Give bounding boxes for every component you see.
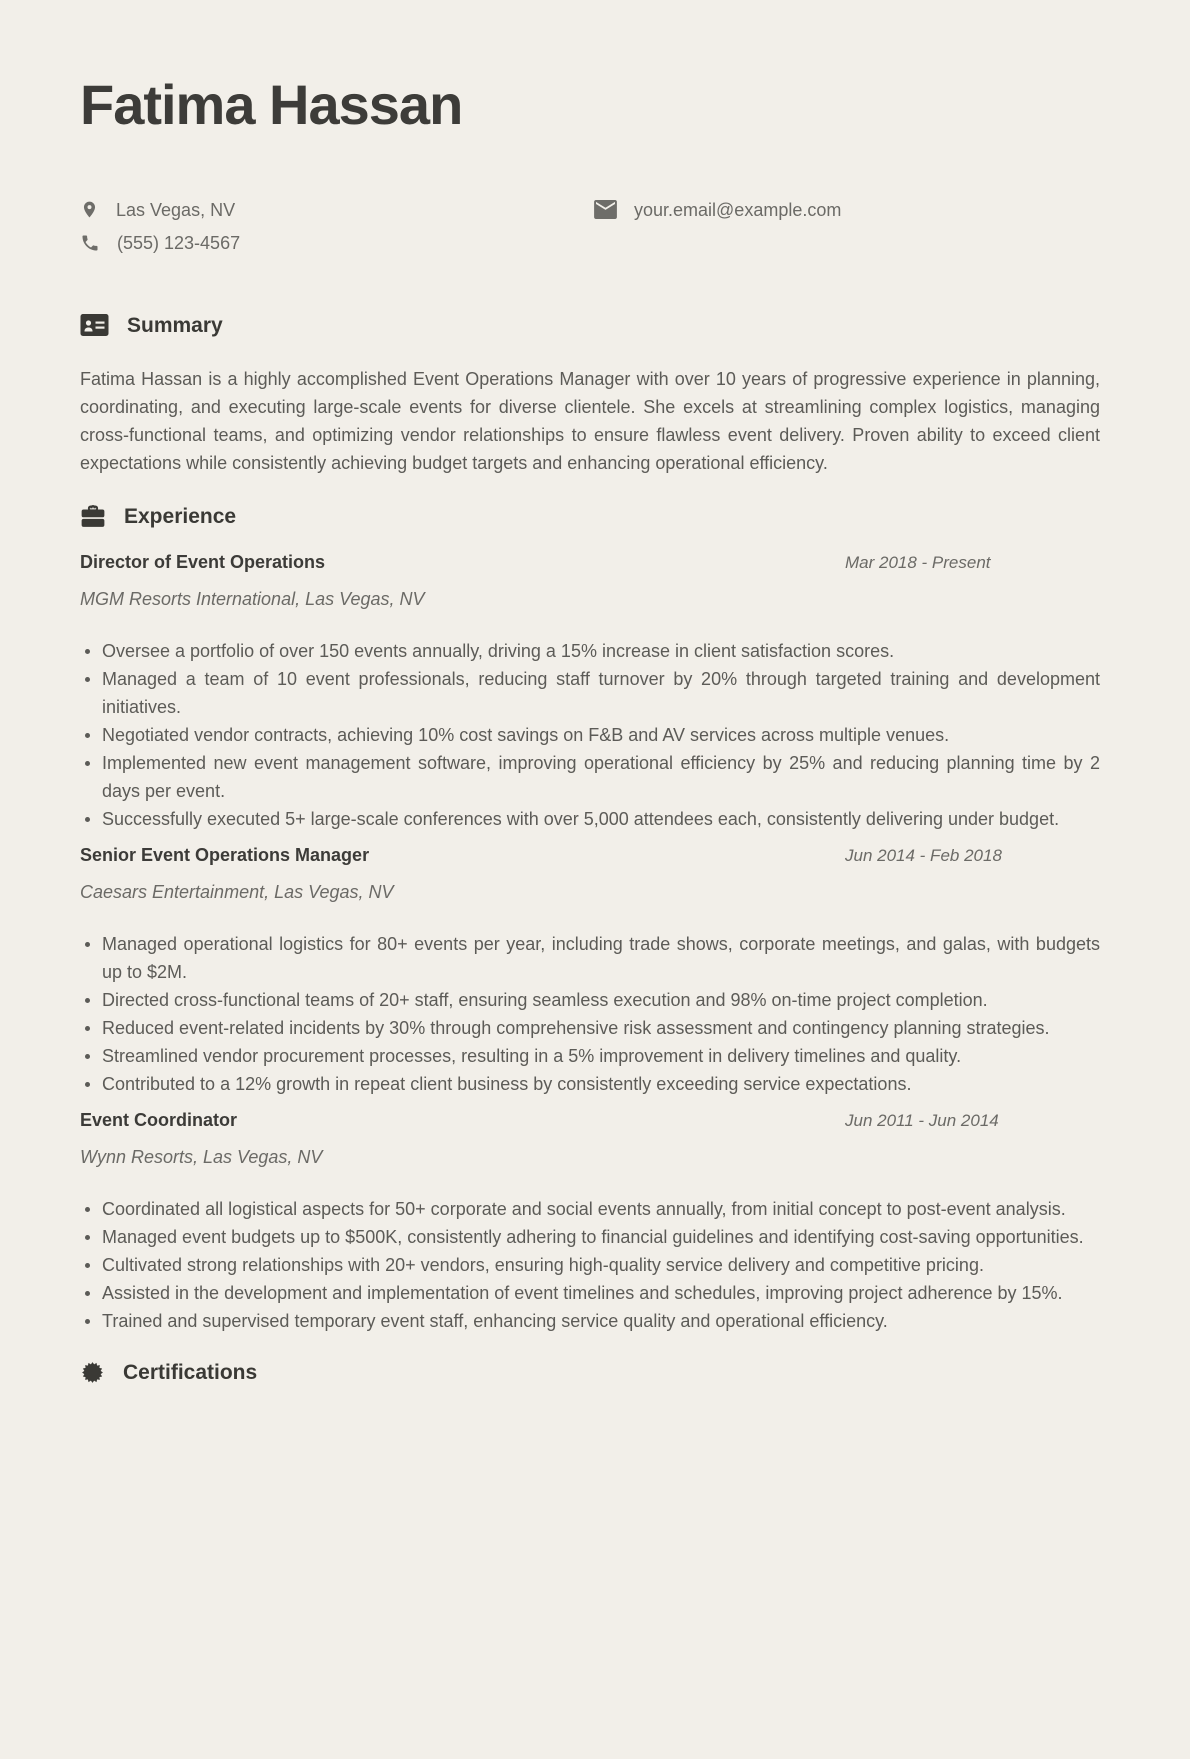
summary-section: [80, 312, 1100, 477]
phone-text: (555) 123-4567: [117, 232, 241, 253]
bullet-item: [80, 665, 1100, 721]
bullet-item: [80, 1014, 1100, 1042]
bullet-dot-icon: [85, 1054, 90, 1059]
bullet-item: [80, 721, 1100, 749]
contact-location: [80, 197, 594, 223]
contact-phone: [80, 230, 594, 256]
bullet-dot-icon: [85, 1235, 90, 1240]
contact-info: [80, 197, 1100, 256]
certifications-section-header: [80, 1359, 1100, 1386]
bullet-dot-icon: [85, 1082, 90, 1087]
contact-email: [594, 197, 1100, 223]
bullet-text: Cultivated strong relationships with 20+ vendors, ensuring high-quality service delivery and competitive pricing.: [102, 1254, 984, 1275]
location-text: Las Vegas, NV: [116, 199, 236, 220]
bullet-item: [80, 1223, 1100, 1251]
id-card-icon: [80, 313, 109, 337]
bullet-item: [80, 637, 1100, 665]
bullet-item: [80, 1251, 1100, 1279]
job-company: Caesars Entertainment, Las Vegas, NV: [80, 881, 394, 902]
summary-text: Fatima Hassan is a highly accomplished Event Operations Manager with over 10 years of progressive experience in planning, coordinating, and executing large-scale events for diverse clientele. She excels at streamlining complex logistics, managing cross-functional teams, and optimizing vendor relationships to ensure flawless event delivery. Proven ability to exceed client expectations while consistently achieving budget targets and enhancing operational efficiency.: [80, 368, 1100, 473]
bullet-text: Successfully executed 5+ large-scale conferences with over 5,000 attendees each, consistently delivering under budget.: [102, 808, 1060, 829]
job-dates: Jun 2011 - Jun 2014: [845, 1110, 999, 1130]
bullet-dot-icon: [85, 1263, 90, 1268]
job-header: [80, 550, 1100, 575]
phone-icon: [80, 233, 100, 253]
bullet-text: Directed cross-functional teams of 20+ staff, ensuring seamless execution and 98% on-time project completion.: [102, 989, 988, 1010]
bullet-text: Managed a team of 10 event professionals, reducing staff turnover by 20% through targeted training and development initiatives.: [102, 668, 1100, 717]
bullet-text: Trained and supervised temporary event staff, enhancing service quality and operational efficiency.: [102, 1310, 888, 1331]
envelope-icon: [594, 200, 617, 219]
briefcase-icon: [80, 503, 106, 529]
bullet-text: Coordinated all logistical aspects for 50+ corporate and social events annually, from initial concept to post-event analysis.: [102, 1198, 1066, 1219]
job-company: MGM Resorts International, Las Vegas, NV: [80, 588, 425, 609]
job-company: Wynn Resorts, Las Vegas, NV: [80, 1146, 323, 1167]
experience-section-header: [80, 503, 1100, 530]
experience-section: [80, 503, 1100, 1335]
bullet-dot-icon: [85, 1319, 90, 1324]
bullet-text: Managed operational logistics for 80+ events per year, including trade shows, corporate meetings, and galas, with budgets up to $2M.: [102, 933, 1100, 982]
bullet-item: [80, 1279, 1100, 1307]
job-title: Senior Event Operations Manager: [80, 844, 370, 865]
map-pin-icon: [80, 198, 99, 221]
bullet-text: Streamlined vendor procurement processes, resulting in a 5% improvement in delivery timelines and quality.: [102, 1045, 962, 1066]
bullet-dot-icon: [85, 1291, 90, 1296]
summary-section-title: Summary: [127, 313, 223, 337]
bullet-dot-icon: [85, 817, 90, 822]
job-title: Director of Event Operations: [80, 551, 326, 572]
job-bullets: [80, 1195, 1100, 1335]
job-dates: Jun 2014 - Feb 2018: [845, 845, 1002, 865]
bullet-item: [80, 749, 1100, 805]
job-bullets: [80, 930, 1100, 1098]
job-header: [80, 1108, 1100, 1133]
resume-page: [0, 73, 1190, 1759]
bullet-dot-icon: [85, 998, 90, 1003]
summary-section-header: [80, 312, 1100, 339]
bullet-text: Reduced event-related incidents by 30% through comprehensive risk assessment and contingency planning strategies.: [102, 1017, 1050, 1038]
bullet-text: Oversee a portfolio of over 150 events annually, driving a 15% increase in client satisfaction scores.: [102, 640, 895, 661]
bullet-dot-icon: [85, 677, 90, 682]
job-entry: [80, 1108, 1100, 1335]
experience-section-title: Experience: [124, 504, 237, 528]
bullet-item: [80, 986, 1100, 1014]
bullet-dot-icon: [85, 761, 90, 766]
job-bullets: [80, 637, 1100, 833]
bullet-text: Assisted in the development and implementation of event timelines and schedules, improving project adherence by 15%.: [102, 1282, 1063, 1303]
seal-icon: [80, 1360, 105, 1385]
certifications-section: [80, 1359, 1100, 1386]
email-text: your.email@example.com: [634, 199, 842, 220]
bullet-dot-icon: [85, 649, 90, 654]
bullet-text: Negotiated vendor contracts, achieving 10% cost savings on F&B and AV services across multiple venues.: [102, 724, 950, 745]
certifications-section-title: Certifications: [123, 1360, 258, 1384]
bullet-text: Implemented new event management software, improving operational efficiency by 25% and reducing planning time by 2 days per event.: [102, 752, 1100, 801]
bullet-dot-icon: [85, 733, 90, 738]
bullet-item: [80, 930, 1100, 986]
bullet-dot-icon: [85, 942, 90, 947]
bullet-dot-icon: [85, 1026, 90, 1031]
bullet-item: [80, 1070, 1100, 1098]
bullet-item: [80, 1195, 1100, 1223]
bullet-text: Managed event budgets up to $500K, consistently adhering to financial guidelines and identifying cost-saving opportunities.: [102, 1226, 1084, 1247]
job-header: [80, 843, 1100, 868]
job-entry: [80, 843, 1100, 1098]
bullet-item: [80, 1307, 1100, 1335]
page-title: Fatima Hassan: [80, 73, 463, 136]
bullet-item: [80, 1042, 1100, 1070]
bullet-item: [80, 805, 1100, 833]
job-entry: [80, 550, 1100, 833]
bullet-text: Contributed to a 12% growth in repeat client business by consistently exceeding service expectations.: [102, 1073, 912, 1094]
job-dates: Mar 2018 - Present: [845, 552, 991, 572]
job-title: Event Coordinator: [80, 1109, 238, 1130]
bullet-dot-icon: [85, 1207, 90, 1212]
